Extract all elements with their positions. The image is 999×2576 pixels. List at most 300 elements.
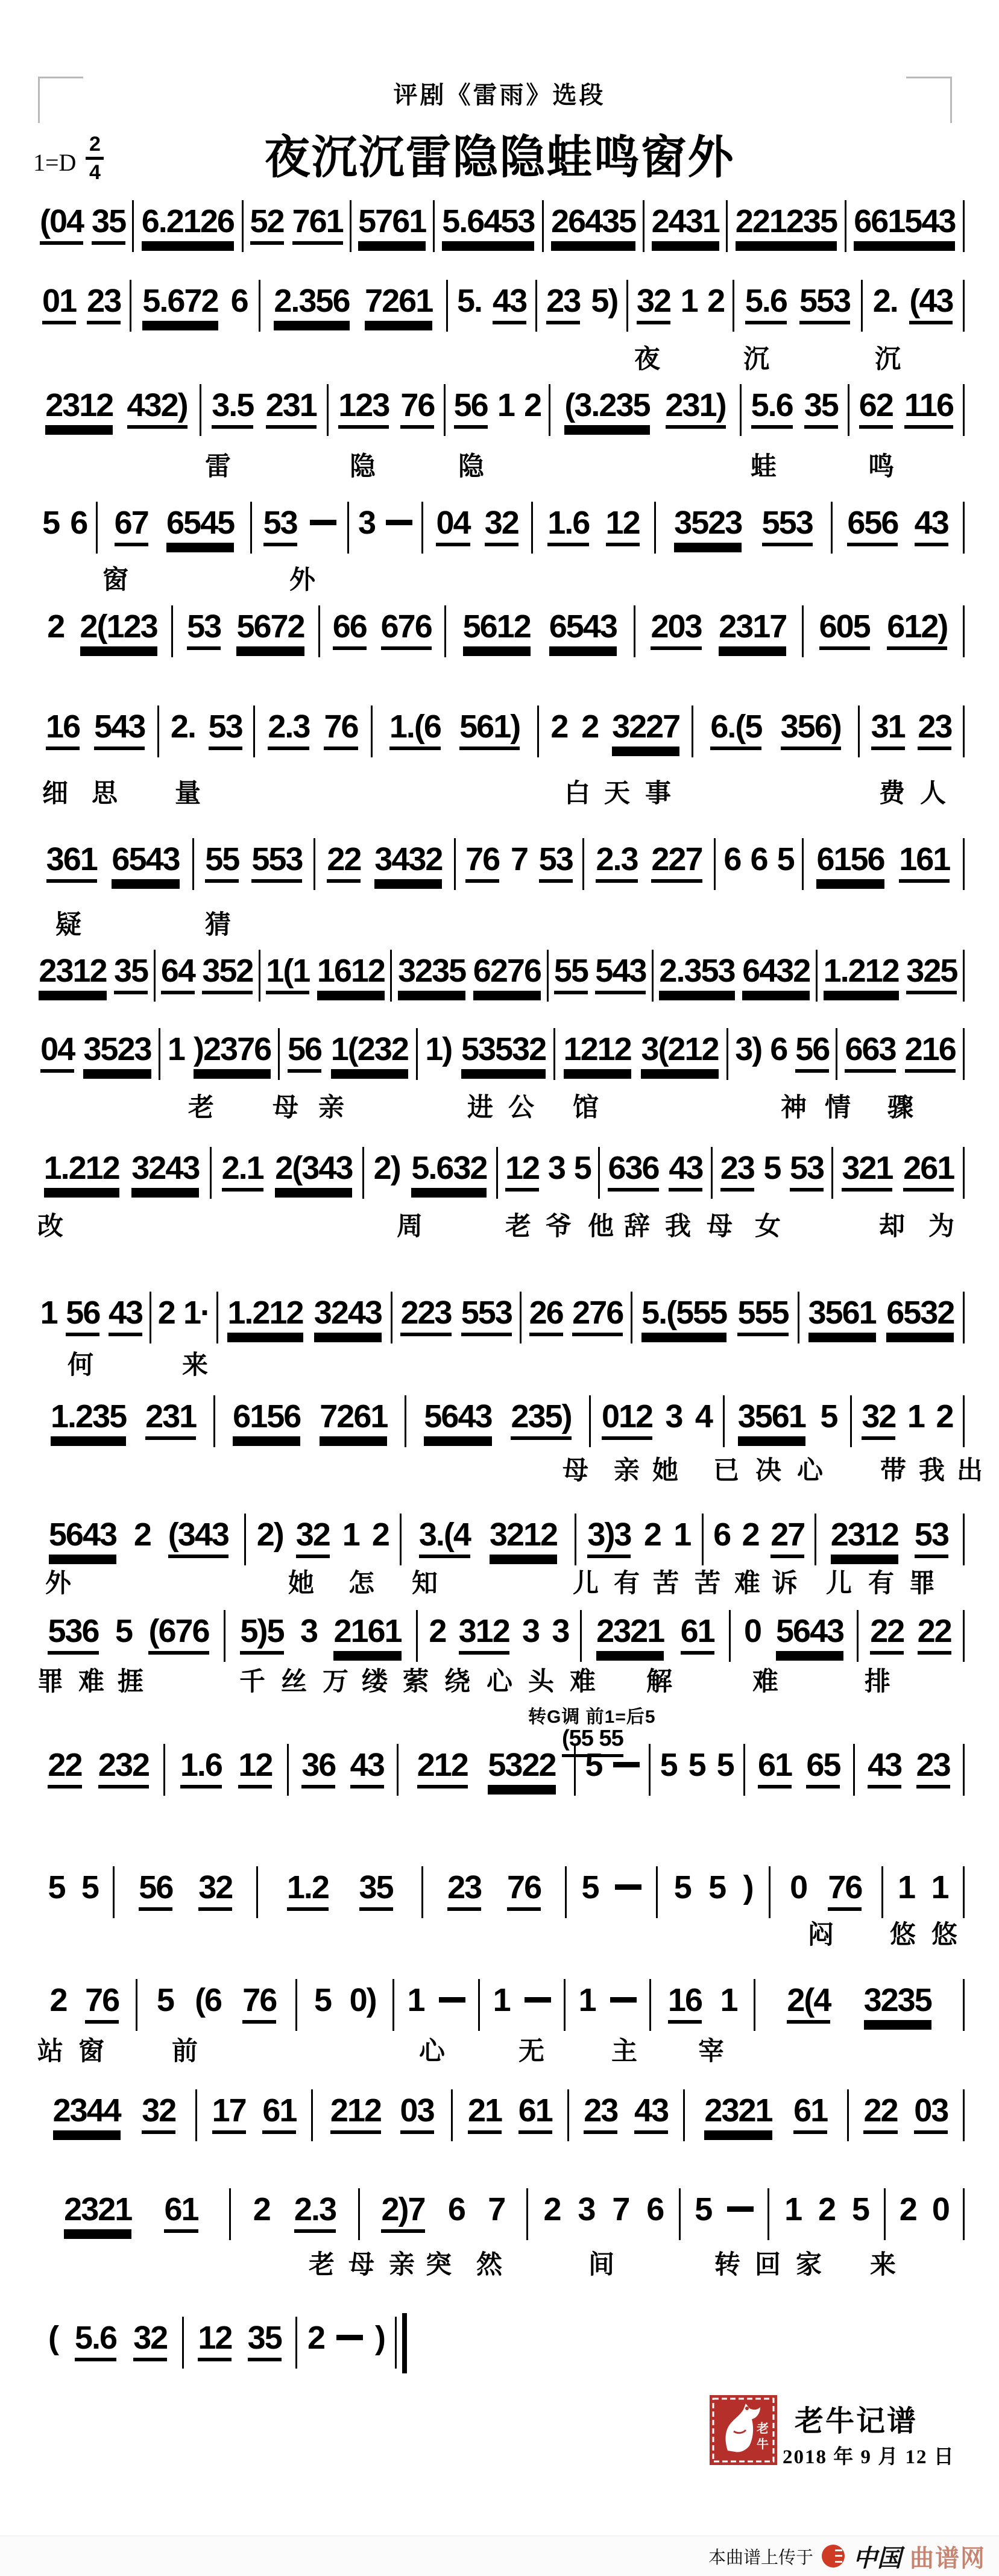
- measure: [537, 285, 626, 324]
- note-group: 32: [198, 1871, 232, 1911]
- lyric: 宰: [698, 2037, 724, 2066]
- note-group: 5643: [49, 1518, 116, 1558]
- measure: [297, 1984, 392, 2016]
- note-group: 12: [505, 1152, 539, 1192]
- note-group: 5.6453: [442, 205, 534, 245]
- measure: [201, 389, 327, 429]
- measure: [539, 710, 692, 750]
- note-group: 2(123: [80, 610, 157, 650]
- note-group: 32: [133, 2322, 167, 2361]
- note-group: 553: [799, 285, 850, 324]
- note-group: 6: [70, 505, 87, 541]
- note-group: 6.(5: [710, 710, 761, 750]
- note-group: 6156: [233, 1400, 300, 1440]
- measure: [859, 1615, 963, 1655]
- duration-dash: [727, 2206, 754, 2212]
- system-row: [33, 843, 965, 890]
- measure: [453, 2094, 567, 2134]
- note-group: 2312: [45, 389, 113, 429]
- note-group: 3: [522, 1613, 540, 1649]
- lyric: 辞: [624, 1212, 650, 1241]
- note-group: 35: [359, 1871, 393, 1911]
- measure: [591, 1400, 723, 1440]
- note-group: 5643: [424, 1400, 491, 1440]
- note-group: 5: [688, 1747, 705, 1783]
- measure: [755, 1984, 963, 2024]
- lyric: 老: [188, 1093, 214, 1122]
- note-group: 761: [292, 205, 343, 245]
- note-group: 2.3: [294, 2193, 336, 2233]
- lyric: 心: [419, 2037, 445, 2066]
- note-group: 67: [115, 507, 148, 546]
- note-group: 6: [750, 841, 767, 877]
- lyric: 儿: [573, 1569, 599, 1598]
- measure: [566, 1984, 649, 2016]
- lyric: 公: [508, 1093, 534, 1122]
- note-group: 7261: [320, 1400, 387, 1440]
- measure: [399, 1749, 574, 1788]
- time-signature-top: 2: [89, 133, 101, 156]
- system-row: [33, 955, 965, 1002]
- note-group: 5: [42, 505, 60, 541]
- system-row: [33, 1871, 965, 1918]
- system-row: [33, 2094, 965, 2141]
- measure: [849, 389, 963, 429]
- note-group: 1: [40, 1295, 57, 1331]
- note-group: 3561: [738, 1400, 805, 1440]
- note-group: 5: [115, 1613, 133, 1649]
- note-group: 32: [142, 2094, 175, 2134]
- system-row: [33, 2193, 965, 2240]
- pickup-notes: (55 55: [562, 1726, 623, 1757]
- measure: [137, 1984, 296, 2024]
- note-group: 2): [256, 1517, 283, 1553]
- barline: [963, 2188, 965, 2240]
- note-group: 5.6: [75, 2322, 116, 2361]
- lyric: 雷: [205, 452, 231, 481]
- measure: [833, 507, 963, 546]
- note-group: 0: [790, 1869, 807, 1905]
- note-group: 2(343: [275, 1152, 352, 1192]
- note-group: 5.6: [751, 389, 793, 429]
- note-group: 5643: [776, 1615, 843, 1655]
- measure: [456, 843, 582, 883]
- note-group: 5: [48, 1869, 65, 1905]
- lyric: 母: [273, 1093, 298, 1122]
- note-group: 5: [156, 1982, 174, 2018]
- lyric: 外: [45, 1569, 71, 1598]
- note-group: 1: [497, 387, 514, 423]
- note-group: 2321: [596, 1615, 664, 1655]
- measure: [654, 955, 816, 994]
- lyric: 人: [920, 779, 946, 808]
- lyric: 亲: [318, 1093, 344, 1122]
- measure: [734, 285, 861, 324]
- note-group: 32: [485, 507, 518, 546]
- note-group: 5: [708, 1869, 726, 1905]
- lyric: 然: [476, 2250, 502, 2279]
- note-group: 3523: [674, 507, 742, 546]
- lyric: 难: [570, 1667, 596, 1696]
- lyric: 鸣: [868, 452, 894, 481]
- measure: [197, 2094, 311, 2134]
- note-group: 1.(6: [389, 710, 441, 750]
- note-group: 2: [936, 1398, 953, 1435]
- modulation-annotation: 转G调 前1=后5: [528, 1707, 656, 1727]
- lyric-row: [0, 904, 999, 939]
- measure: [33, 389, 200, 429]
- note-group: 21: [468, 2094, 502, 2134]
- measure: [33, 610, 171, 650]
- note-group: 53: [209, 710, 242, 750]
- note-group: 53: [263, 507, 297, 546]
- note-group: 5): [591, 283, 618, 319]
- note-group: 2: [47, 608, 65, 645]
- lyric: 万: [323, 1667, 348, 1696]
- lyric: 间: [588, 2250, 614, 2279]
- note-group: 3: [552, 1613, 569, 1649]
- note-group: 1): [425, 1031, 452, 1067]
- note-group: 553: [762, 507, 813, 546]
- barline: [963, 2089, 965, 2141]
- measure: [212, 1152, 362, 1192]
- measure: [725, 1400, 850, 1440]
- measure: [528, 2193, 679, 2226]
- note-group: 1.212: [44, 1152, 119, 1192]
- lyric: 亲: [614, 1456, 640, 1485]
- lyric: 蛙: [751, 452, 777, 481]
- note-group: 3(212: [641, 1033, 718, 1073]
- note-group: 661543: [854, 205, 955, 245]
- note-group: 2: [49, 1982, 67, 2018]
- note-group: 2.3: [268, 710, 309, 750]
- measure: [33, 843, 192, 883]
- system-row: [33, 507, 965, 554]
- note-group: 312: [459, 1615, 509, 1655]
- measure: [98, 507, 250, 546]
- measure: [816, 1518, 963, 1558]
- lyric: 难: [734, 1569, 760, 1598]
- measure: [435, 205, 542, 245]
- note-group: 2: [899, 2191, 916, 2227]
- measure: [863, 285, 963, 324]
- note-group: 16: [46, 710, 80, 750]
- measure: [351, 205, 433, 245]
- measure: [184, 2322, 295, 2361]
- note-group: 56: [66, 1296, 99, 1336]
- lyric: 窗: [102, 566, 128, 595]
- song-title: 夜沉沉雷隐隐蛙鸣窗外: [264, 132, 735, 183]
- note-group: 2344: [53, 2094, 121, 2134]
- note-group: 1: [784, 2191, 802, 2227]
- lyric: 悠: [890, 1921, 916, 1949]
- lyric: 白: [564, 779, 590, 808]
- note-group: 32: [862, 1400, 895, 1440]
- lyric-row: [0, 1087, 999, 1122]
- note-group: 5: [660, 1747, 677, 1783]
- lyric: 悠: [931, 1921, 957, 1949]
- note-group: 012: [602, 1400, 652, 1440]
- measure: [392, 1296, 520, 1336]
- note-group: 76: [507, 1871, 541, 1911]
- note-group: 2.1: [222, 1152, 263, 1192]
- note-group: 3: [358, 505, 376, 541]
- lyric: 情: [825, 1093, 851, 1122]
- measure: [681, 2193, 767, 2226]
- note-group: 361: [46, 843, 97, 883]
- measure: [651, 1749, 743, 1781]
- measure: [231, 2193, 358, 2233]
- note-group: 5: [716, 1747, 734, 1783]
- measure: [255, 710, 370, 750]
- note-group: 1: [493, 1982, 510, 2018]
- note-group: 5: [673, 1869, 691, 1905]
- lyric: 老: [505, 1212, 531, 1241]
- note-group: 2.: [872, 283, 898, 319]
- note-group: 3: [578, 2191, 595, 2227]
- barline: [963, 1292, 965, 1343]
- measure: [165, 1749, 286, 1788]
- note-group: 22: [918, 1615, 951, 1655]
- note-group: 5.6: [745, 285, 787, 324]
- duration-dash: [610, 1997, 637, 2003]
- lyric: 细: [42, 779, 68, 808]
- note-group: 35: [92, 205, 125, 245]
- duration-dash: [336, 2335, 363, 2340]
- measure: [731, 1615, 857, 1655]
- note-group: 1.6: [547, 507, 589, 546]
- note-group: 636: [608, 1152, 658, 1192]
- transcription-date: 2018 年 9 月 12 日: [783, 2446, 955, 2468]
- lyric: 女: [755, 1212, 781, 1241]
- lyric: 老: [309, 2250, 335, 2279]
- note-group: 5322: [488, 1749, 555, 1788]
- note-group: 12: [238, 1749, 272, 1788]
- note-group: 23: [87, 285, 121, 324]
- note-group: 5: [777, 841, 794, 877]
- system-row: [33, 1152, 965, 1199]
- note-group: 65: [806, 1749, 840, 1788]
- note-group: 2: [371, 1517, 389, 1553]
- measure: [804, 610, 963, 650]
- lyric-row: [0, 1563, 999, 1598]
- note-group: 5: [81, 1869, 98, 1905]
- note-group: 5.(555: [641, 1296, 726, 1336]
- note-group: 23: [918, 710, 951, 750]
- note-group: 04: [436, 507, 470, 546]
- measure: [131, 285, 258, 324]
- measure: [33, 1152, 210, 1192]
- note-group: 5: [763, 1150, 781, 1186]
- note-group: 3): [735, 1031, 762, 1067]
- lyric: 知: [412, 1569, 438, 1598]
- measure: [313, 2094, 451, 2134]
- note-group: 53: [915, 1518, 948, 1558]
- note-group: 23: [447, 1871, 481, 1911]
- measure: [635, 610, 802, 650]
- barline: [963, 838, 965, 890]
- measure: [394, 1984, 478, 2016]
- note-group: 76: [828, 1871, 862, 1911]
- note-group: 17: [212, 2094, 246, 2134]
- note-group: 0): [349, 1982, 376, 2018]
- note-group: 5: [573, 1150, 591, 1186]
- lyric: 爷: [546, 1212, 572, 1241]
- svg-text:老: 老: [757, 2422, 769, 2436]
- note-group: 5: [581, 1869, 599, 1905]
- lyric: 决: [755, 1456, 781, 1485]
- time-signature: [86, 134, 104, 183]
- note-group: 536: [48, 1615, 98, 1655]
- note-group: 2)7: [381, 2193, 424, 2233]
- measure: [582, 1615, 730, 1655]
- lyric: 隐: [350, 452, 376, 481]
- note-group: 6532: [886, 1296, 954, 1336]
- note-group: 22: [327, 843, 361, 883]
- lyric: 母: [707, 1212, 733, 1241]
- note-group: 6: [646, 2191, 664, 2227]
- note-group: 231): [666, 389, 726, 429]
- measure: [418, 1615, 580, 1655]
- note-group: 276: [572, 1296, 623, 1336]
- measure: [406, 1400, 588, 1440]
- note-group: 1: [407, 1982, 424, 2018]
- lyric: 改: [37, 1212, 63, 1241]
- note-group: 321: [842, 1152, 892, 1192]
- measure: [818, 955, 963, 994]
- note-group: 35: [804, 389, 838, 429]
- measure: [584, 843, 714, 883]
- measure: [804, 843, 963, 883]
- measure: [446, 610, 634, 650]
- measure: [685, 2094, 847, 2134]
- lyric: 周: [397, 1212, 423, 1241]
- system-row: [33, 285, 965, 332]
- svg-text:牛: 牛: [757, 2438, 769, 2451]
- measure: [280, 1033, 415, 1073]
- measure: [569, 2094, 683, 2134]
- measure: [423, 507, 531, 546]
- lyric-row: [0, 1661, 999, 1696]
- subtitle: 评剧《雷雨》选段: [393, 82, 606, 109]
- measure: [215, 1400, 405, 1440]
- note-group: 56: [139, 1871, 172, 1911]
- note-group: 2: [543, 2191, 561, 2227]
- note-group: 1: [898, 1869, 915, 1905]
- measure: [849, 2094, 963, 2134]
- note-group: 2: [550, 709, 568, 745]
- note-group: 605: [819, 610, 870, 650]
- lyric: 量: [175, 779, 201, 808]
- lyric-row: [0, 773, 999, 808]
- lyric-row: [0, 1206, 999, 1241]
- measure: [658, 1871, 769, 1904]
- note-group: 3227: [612, 710, 679, 750]
- measure: [33, 285, 130, 324]
- lyric: 骤: [887, 1093, 913, 1122]
- measure: [704, 1518, 815, 1558]
- measure: [644, 205, 726, 245]
- measure: [173, 610, 318, 650]
- barline: [963, 1866, 965, 1918]
- note-group: 5)5: [240, 1615, 283, 1655]
- measure: [260, 285, 446, 324]
- note-group: 2: [253, 2191, 270, 2227]
- seal-stamp: [710, 2395, 777, 2465]
- note-group: (343: [168, 1518, 228, 1558]
- measure: [837, 1033, 963, 1073]
- lyric: 怎: [348, 1569, 374, 1598]
- site-name-cn: 中国: [853, 2545, 901, 2572]
- note-group: 36: [301, 1749, 335, 1788]
- system-row: [33, 1518, 965, 1565]
- lyric: 馆: [573, 1093, 599, 1122]
- measure: [349, 507, 421, 539]
- measure: [320, 610, 444, 650]
- measure: [799, 1296, 963, 1336]
- note-group: 03: [914, 2094, 948, 2134]
- lyric: 苦: [653, 1569, 679, 1598]
- measure: [33, 1615, 224, 1655]
- note-group: 26: [529, 1296, 563, 1336]
- note-group: 1612: [317, 955, 385, 994]
- note-group: 26435: [551, 205, 635, 245]
- note-group: 3.(4: [419, 1518, 470, 1558]
- note-group: 543: [94, 710, 145, 750]
- key-label: 1=D: [33, 149, 77, 176]
- measure: [194, 843, 313, 883]
- system-row: [33, 2322, 407, 2373]
- measure: [218, 1296, 391, 1336]
- note-group: 2.3: [596, 843, 637, 883]
- note-group: 1: [680, 283, 698, 319]
- measure: [160, 1033, 279, 1073]
- note-group: 6156: [816, 843, 884, 883]
- lyric: 儿: [826, 1569, 852, 1598]
- note-group: 2431: [652, 205, 719, 245]
- note-group: 3432: [374, 843, 442, 883]
- measure: [498, 1152, 598, 1192]
- note-group: 5672: [236, 610, 304, 650]
- note-group: 231: [266, 389, 317, 429]
- note-group: 5: [851, 2191, 869, 2227]
- system-row: [33, 1400, 965, 1447]
- note-group: 231: [145, 1400, 196, 1440]
- note-group: (3.235: [564, 389, 649, 429]
- lyric: 难: [752, 1667, 778, 1696]
- barline: [963, 1744, 965, 1796]
- ox-seal-icon: [710, 2395, 777, 2465]
- lyric: 排: [865, 1667, 890, 1696]
- measure: [33, 2193, 229, 2233]
- note-group: 2.353: [659, 955, 734, 994]
- lyric: 她: [288, 1569, 314, 1598]
- note-group: 663: [845, 1033, 895, 1073]
- measure: [392, 955, 546, 994]
- note-group: 22: [870, 1615, 904, 1655]
- barline: [963, 502, 965, 554]
- note-group: 203: [651, 610, 701, 650]
- barline: [963, 280, 965, 332]
- measure: [713, 1152, 831, 1192]
- lyric: 疑: [55, 911, 81, 939]
- measure: [360, 2193, 526, 2233]
- lyric: 千: [239, 1667, 265, 1696]
- note-group: 6432: [742, 955, 810, 994]
- measure: [33, 2094, 195, 2134]
- measure: [716, 843, 801, 876]
- site-name-suffix: 曲谱网: [910, 2545, 986, 2572]
